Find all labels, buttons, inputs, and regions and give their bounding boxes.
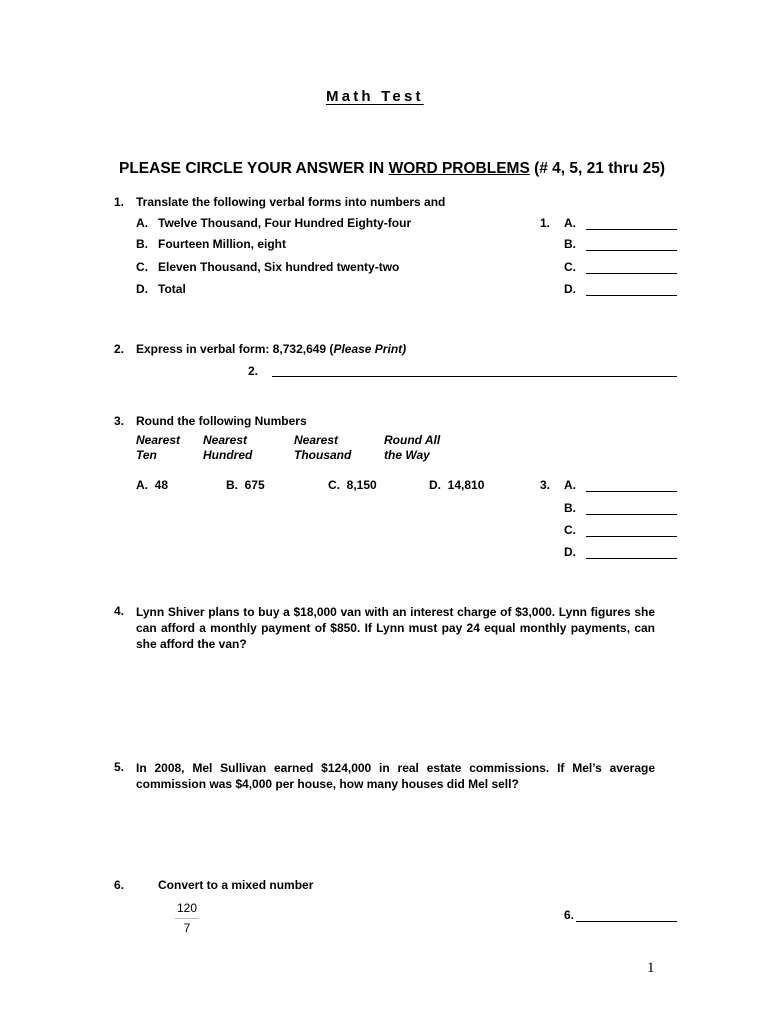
fraction-bar — [175, 918, 199, 919]
q3-item — [429, 478, 484, 492]
q3-item — [226, 478, 265, 492]
q3-answer-number: 3. — [540, 478, 551, 492]
q6-answer-number: 6. — [564, 908, 575, 922]
q4-number: 4. — [114, 604, 125, 618]
q3-answer-a-line[interactable] — [586, 491, 677, 492]
q6-text: Convert to a mixed number — [158, 878, 314, 892]
fraction-numerator: 120 — [176, 901, 198, 915]
q3-answer-letter: B. — [564, 501, 576, 515]
q1-item-text: Twelve Thousand, Four Hundred Eighty-four — [158, 216, 412, 230]
q3-number: 3. — [114, 414, 125, 428]
q3-item-value: 14,810 — [447, 478, 485, 492]
q3-header-line1: Nearest — [136, 433, 181, 447]
q3-answer-b-line[interactable] — [586, 514, 677, 515]
q1-answer-letter: C. — [564, 260, 576, 274]
q1-answer-letter: D. — [564, 282, 576, 296]
q6-answer-line[interactable] — [576, 921, 677, 922]
q1-answer-a-line[interactable] — [586, 229, 677, 230]
q3-header-line1: Nearest — [203, 433, 248, 447]
q3-answer-c-line[interactable] — [586, 536, 677, 537]
q5-text: In 2008, Mel Sullivan earned $124,000 in real estate commissions. If Mel’s average commission was $4,000 per house, how many houses did Mel sell? — [136, 761, 655, 791]
q3-answer-letter: C. — [564, 523, 576, 537]
q3-column-header — [136, 433, 180, 463]
q1-item-letter: A. — [136, 216, 148, 230]
q3-text: Round the following Numbers — [136, 414, 307, 428]
q3-answer-d-line[interactable] — [586, 558, 677, 559]
q3-column-header — [203, 433, 252, 463]
q3-column-header — [294, 433, 351, 463]
q1-answer-letter: A. — [564, 216, 576, 230]
q4-text: Lynn Shiver plans to buy a $18,000 van with an interest charge of $3,000. Lynn figures she can afford a monthly payment of $850. If Lynn must pay 24 equal monthly payments, can she afford the van? — [136, 605, 655, 651]
q1-item-text: Eleven Thousand, Six hundred twenty-two — [158, 260, 400, 274]
q1-item-text: Total — [158, 282, 186, 296]
heading-underlined: WORD PROBLEMS — [388, 160, 530, 177]
heading-text-post: (# 4, 5, 21 thru 25) — [529, 160, 666, 177]
q3-item — [136, 478, 168, 492]
q3-header-line2: Thousand — [294, 448, 352, 462]
q1-item-text: Fourteen Million, eight — [158, 237, 286, 251]
q3-header-line2: the Way — [384, 448, 430, 462]
q2-text — [136, 342, 406, 356]
q3-item-value: 48 — [154, 478, 169, 492]
q3-header-line2: Hundred — [203, 448, 253, 462]
q3-item-letter: B. — [226, 478, 238, 492]
q3-item-value: 675 — [244, 478, 265, 492]
q1-item-letter: C. — [136, 260, 148, 274]
q3-item-letter: A. — [136, 478, 148, 492]
q2-text-main: Express in verbal form: 8,732,649 ( — [136, 342, 334, 356]
q1-answer-number: 1. — [540, 216, 551, 230]
q2-answer-line[interactable] — [272, 376, 677, 377]
q3-column-header — [384, 433, 440, 463]
q1-number: 1. — [114, 195, 125, 209]
q1-text: Translate the following verbal forms into numbers and — [136, 195, 446, 209]
q3-answer-letter: D. — [564, 545, 576, 559]
page-number: 1 — [647, 960, 655, 976]
q3-header-line1: Nearest — [294, 433, 339, 447]
q3-item-letter: C. — [328, 478, 340, 492]
q1-item-letter: B. — [136, 237, 148, 251]
instructions-heading — [119, 160, 665, 178]
q3-item-value: 8,150 — [346, 478, 377, 492]
fraction-denominator: 7 — [183, 921, 191, 935]
q5-number: 5. — [114, 760, 125, 774]
q1-answer-d-line[interactable] — [586, 295, 677, 296]
q3-item — [328, 478, 377, 492]
page-title: Math Test — [326, 88, 424, 105]
q3-header-line1: Round All — [384, 433, 441, 447]
q2-number: 2. — [114, 342, 125, 356]
q3-item-letter: D. — [429, 478, 441, 492]
q1-answer-letter: B. — [564, 237, 576, 251]
q1-answer-b-line[interactable] — [586, 250, 677, 251]
q2-text-italic: Please Print) — [333, 342, 407, 356]
q6-number: 6. — [114, 878, 125, 892]
q1-answer-c-line[interactable] — [586, 273, 677, 274]
heading-text-pre: PLEASE CIRCLE YOUR ANSWER IN — [119, 160, 389, 177]
q1-item-letter: D. — [136, 282, 148, 296]
q2-answer-number: 2. — [248, 364, 259, 378]
q3-header-line2: Ten — [136, 448, 157, 462]
q3-answer-letter: A. — [564, 478, 576, 492]
